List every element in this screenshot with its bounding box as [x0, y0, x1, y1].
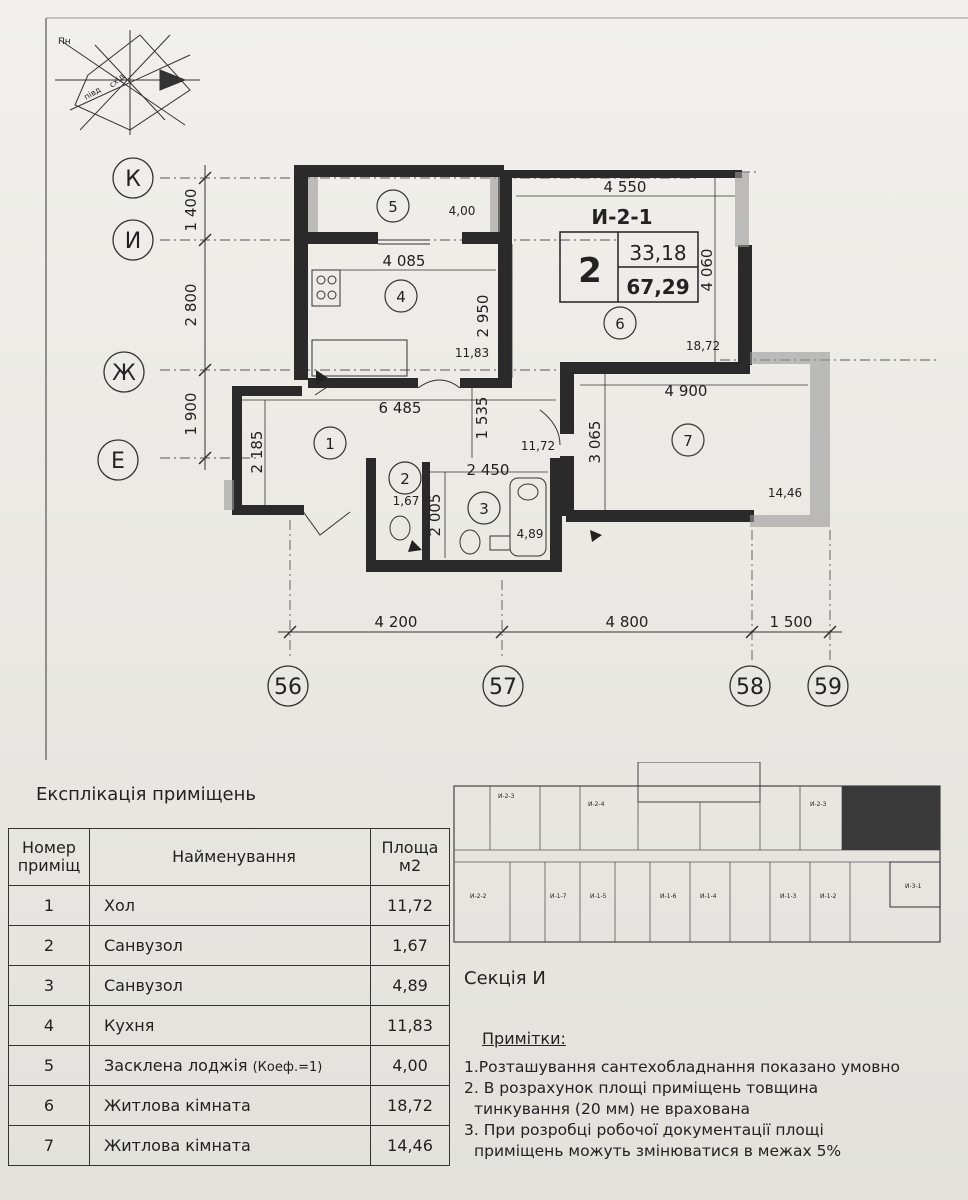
dim-inner-6: 6 485 — [378, 399, 422, 417]
apartment-code: И-2-1 — [591, 205, 653, 229]
axis-row-zh: Ж — [112, 361, 136, 386]
note-3b: приміщень можуть змінюватися в межах 5% — [474, 1142, 842, 1160]
row-number: 5 — [9, 1046, 90, 1086]
row-number: 3 — [9, 966, 90, 1006]
note-2a: 2. В розрахунок площі приміщень товщина — [464, 1079, 819, 1097]
room-number-2: 2 — [400, 470, 410, 488]
dim-left-3: 1 900 — [182, 392, 200, 436]
unit-label: И-2-3 — [498, 793, 515, 800]
total-area: 67,29 — [626, 275, 690, 299]
room-number-4: 4 — [396, 288, 406, 306]
dim-inner-9: 3 065 — [586, 420, 604, 464]
header-number: Номер приміщ — [9, 829, 90, 886]
row-number: 4 — [9, 1006, 90, 1046]
axis-row-e: Е — [111, 449, 125, 474]
row-number: 7 — [9, 1126, 90, 1166]
header-area: Площа м2 — [371, 829, 450, 886]
row-number: 1 — [9, 886, 90, 926]
unit-label: И-1-5 — [590, 893, 607, 900]
compass-label-e: схід — [107, 71, 127, 90]
table-row — [9, 1006, 450, 1046]
room-area-4: 11,83 — [454, 346, 490, 360]
note-1: 1.Розташування сантехобладнання показано умовно — [464, 1058, 900, 1076]
row-area: 11,83 — [371, 1006, 450, 1046]
unit-label: И-2-3 — [810, 801, 827, 808]
axis-row-i: И — [124, 229, 142, 254]
table-row — [9, 926, 450, 966]
room-number-6: 6 — [615, 315, 625, 333]
notes-header: Примітки: — [482, 1029, 566, 1048]
row-name — [90, 1046, 371, 1086]
room-number-7: 7 — [683, 432, 693, 450]
row-area: 18,72 — [371, 1086, 450, 1126]
room-area-7: 14,46 — [767, 486, 803, 500]
unit-label: И-3-1 — [905, 883, 922, 890]
row-number: 2 — [9, 926, 90, 966]
unit-label: И-1-3 — [780, 893, 797, 900]
dim-inner-5: 4 900 — [664, 382, 708, 400]
explication-title: Експлікація приміщень — [36, 784, 256, 805]
section-key-plan — [450, 762, 950, 957]
dim-inner-8: 2 185 — [248, 430, 266, 474]
table-row — [9, 966, 450, 1006]
row-name: Житлова кімната — [90, 1126, 371, 1166]
axis-col-58: 58 — [736, 675, 764, 700]
row-name: Житлова кімната — [90, 1086, 371, 1126]
room-area-6: 18,72 — [685, 339, 721, 353]
room-area-1: 11,72 — [520, 439, 556, 453]
row-name-text: Засклена лоджія — [104, 1056, 248, 1075]
compass-label-s: півд — [82, 85, 103, 102]
dim-inner-4: 4 060 — [698, 248, 716, 292]
row-area: 4,00 — [371, 1046, 450, 1086]
note-3a: 3. При розробці робочої документації площі — [464, 1121, 824, 1139]
compass-label-n: Пн — [58, 37, 71, 47]
compass-icon — [55, 30, 200, 135]
rooms-count: 2 — [578, 251, 602, 291]
dim-left-2: 2 800 — [182, 283, 200, 327]
table-row — [9, 1126, 450, 1166]
axis-row-k: К — [125, 167, 141, 192]
table-row — [9, 1046, 450, 1086]
row-name-note: (Коеф.=1) — [252, 1060, 323, 1075]
row-area: 14,46 — [371, 1126, 450, 1166]
header-name: Найменування — [90, 829, 371, 886]
unit-label: И-2-4 — [588, 801, 605, 808]
unit-label: И-1-6 — [660, 893, 677, 900]
table-row — [9, 1086, 450, 1126]
room-number-3: 3 — [479, 500, 489, 518]
table-row — [9, 886, 450, 926]
dim-inner-3: 2 950 — [474, 294, 492, 338]
unit-label: И-1-4 — [700, 893, 717, 900]
dim-left-1: 1 400 — [182, 188, 200, 232]
row-area: 4,89 — [371, 966, 450, 1006]
axis-col-57: 57 — [489, 675, 517, 700]
dim-inner-11: 2 005 — [426, 493, 444, 537]
dim-inner-10: 2 450 — [466, 461, 510, 479]
unit-label: И-1-2 — [820, 893, 837, 900]
table-header-row — [9, 829, 450, 886]
dim-inner-2: 4 085 — [382, 252, 426, 270]
row-number: 6 — [9, 1086, 90, 1126]
row-name: Хол — [90, 886, 371, 926]
room-area-5: 4,00 — [448, 204, 476, 218]
room-number-5: 5 — [388, 198, 398, 216]
unit-label: И-1-7 — [550, 893, 567, 900]
room-number-1: 1 — [325, 435, 335, 453]
row-name: Кухня — [90, 1006, 371, 1046]
note-2b: тинкування (20 мм) не врахована — [474, 1100, 750, 1118]
dim-bottom-3: 1 500 — [769, 613, 813, 631]
unit-label: И-2-2 — [470, 893, 487, 900]
axis-col-59: 59 — [814, 675, 842, 700]
axis-col-56: 56 — [274, 675, 302, 700]
living-area: 33,18 — [629, 241, 687, 265]
row-name: Санвузол — [90, 926, 371, 966]
section-label: Секція И — [464, 968, 546, 989]
room-area-2: 1,67 — [392, 494, 420, 508]
dim-bottom-1: 4 200 — [374, 613, 418, 631]
dim-inner-1: 4 550 — [603, 178, 647, 196]
row-area: 1,67 — [371, 926, 450, 966]
explication-table — [8, 828, 450, 1166]
row-name: Санвузол — [90, 966, 371, 1006]
dim-inner-7: 1 535 — [473, 396, 491, 440]
dim-bottom-2: 4 800 — [605, 613, 649, 631]
row-area: 11,72 — [371, 886, 450, 926]
notes-block — [464, 1028, 900, 1162]
room-area-3: 4,89 — [516, 527, 544, 541]
